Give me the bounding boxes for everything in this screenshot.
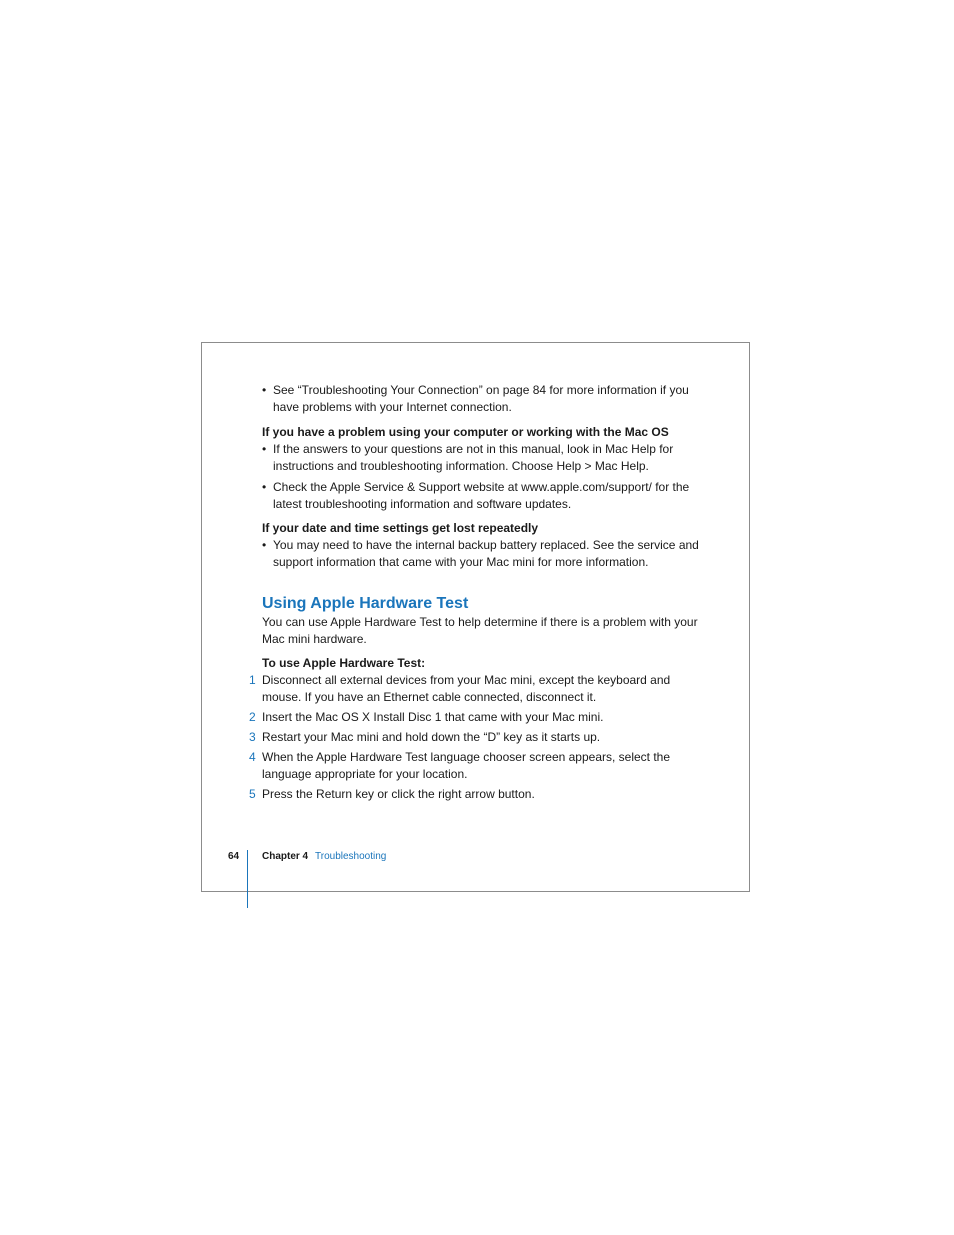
step-text: Press the Return key or click the right arrow button.	[262, 787, 535, 801]
step-text: When the Apple Hardware Test language chooser screen appears, select the language appropriate for your location.	[262, 750, 671, 781]
bullet-glyph: •	[262, 383, 267, 397]
list-item	[262, 441, 712, 475]
footer-chapter-title: Troubleshooting	[315, 851, 387, 862]
bullet-text: You may need to have the internal backup battery replaced. See the service and support information that came with your Mac mini for more information.	[273, 538, 699, 569]
date-heading: If your date and time settings get lost repeatedly	[262, 521, 539, 535]
bullet-glyph: •	[262, 442, 267, 456]
section-title: Using Apple Hardware Test	[262, 595, 469, 612]
step-item	[249, 672, 712, 706]
step-number: 1	[249, 673, 256, 687]
step-item	[249, 729, 712, 746]
page-content	[249, 382, 712, 803]
bullet-text: Check the Apple Service & Support website at www.apple.com/support/ for the latest troubleshooting information and software updates.	[273, 480, 690, 511]
step-text: Restart your Mac mini and hold down the “D” key as it starts up.	[262, 730, 601, 744]
list-item	[262, 479, 712, 513]
mac-os-heading: If you have a problem using your computer or working with the Mac OS	[262, 425, 669, 439]
footer-divider	[247, 850, 248, 908]
bullet-glyph: •	[262, 480, 267, 494]
step-item	[249, 786, 712, 803]
step-number: 5	[249, 787, 256, 801]
section-intro: You can use Apple Hardware Test to help determine if there is a problem with your Mac mini hardware.	[262, 615, 698, 646]
list-item	[262, 537, 712, 571]
step-item	[249, 709, 712, 726]
bullet-text: See “Troubleshooting Your Connection” on page 84 for more information if you have problems with your Internet connection.	[273, 383, 689, 414]
bullet-glyph: •	[262, 538, 267, 552]
step-number: 3	[249, 730, 256, 744]
list-item	[262, 382, 712, 416]
step-item	[249, 749, 712, 783]
step-text: Disconnect all external devices from your Mac mini, except the keyboard and mouse. If you have an Ethernet cable connected, disconnect it.	[262, 673, 671, 704]
page-number: 64	[228, 851, 240, 862]
footer-chapter-label: Chapter 4	[262, 851, 309, 862]
step-text: Insert the Mac OS X Install Disc 1 that came with your Mac mini.	[262, 710, 604, 724]
bullet-text: If the answers to your questions are not in this manual, look in Mac Help for instructions and troubleshooting information. Choose Help > Mac Help.	[273, 442, 674, 473]
step-number: 4	[249, 750, 256, 764]
step-number: 2	[249, 710, 256, 724]
procedure-title: To use Apple Hardware Test:	[262, 656, 426, 670]
